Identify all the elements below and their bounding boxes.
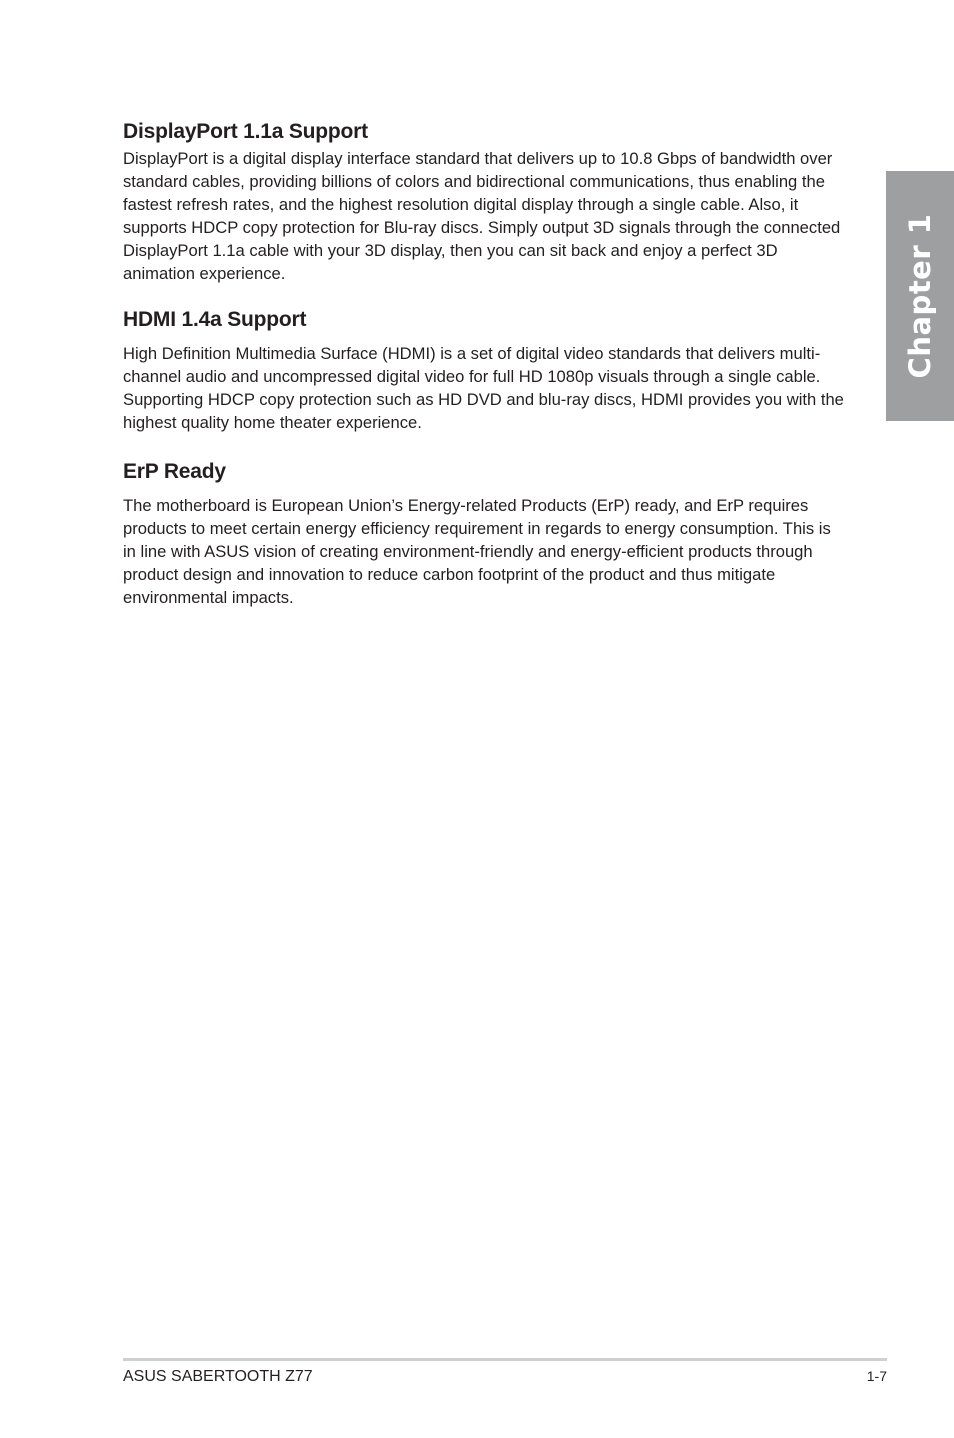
section-title-erp: ErP Ready [123,460,226,483]
section-title-hdmi: HDMI 1.4a Support [123,308,307,331]
footer-divider [123,1358,887,1361]
chapter-tab [886,171,954,421]
section-body-displayport: DisplayPort is a digital display interface standard that delivers up to 10.8 Gbps of bandwidth over standard cables, providing billions of colors and bidirectional communications, thus enabling the fastest refresh rates, and the highest resolution digital display through a single cable. Also, it supports HDCP copy protection for Blu-ray discs. Simply output 3D signals through the connected DisplayPort 1.1a cable with your 3D display, then you can sit back and enjoy a perfect 3D animation experience. [123,149,841,283]
section-body-hdmi: High Definition Multimedia Surface (HDMI) is a set of digital video standards that delivers multi-channel audio and uncompressed digital video for full HD 1080p visuals through a single cable. Supporting HDCP copy protection such as HD DVD and blu-ray discs, HDMI provides you with the highest quality home theater experience. [123,344,844,432]
section-erp [123,458,845,609]
section-hdmi [123,306,845,434]
section-body-erp: The motherboard is European Union’s Energy-related Products (ErP) ready, and ErP requires products to meet certain energy efficiency requirement in regards to energy consumption. This is in line with ASUS vision of creating environment-friendly and energy-efficient products through product design and innovation to reduce carbon footprint of the product and thus mitigate environmental impacts. [123,496,831,607]
section-title-displayport: DisplayPort 1.1a Support [123,120,368,143]
footer-product-name: ASUS SABERTOOTH Z77 [123,1368,313,1385]
chapter-tab-label: Chapter 1 [903,213,937,379]
page-content [123,118,845,609]
footer-page-number: 1-7 [866,1368,887,1384]
section-displayport [123,118,845,285]
